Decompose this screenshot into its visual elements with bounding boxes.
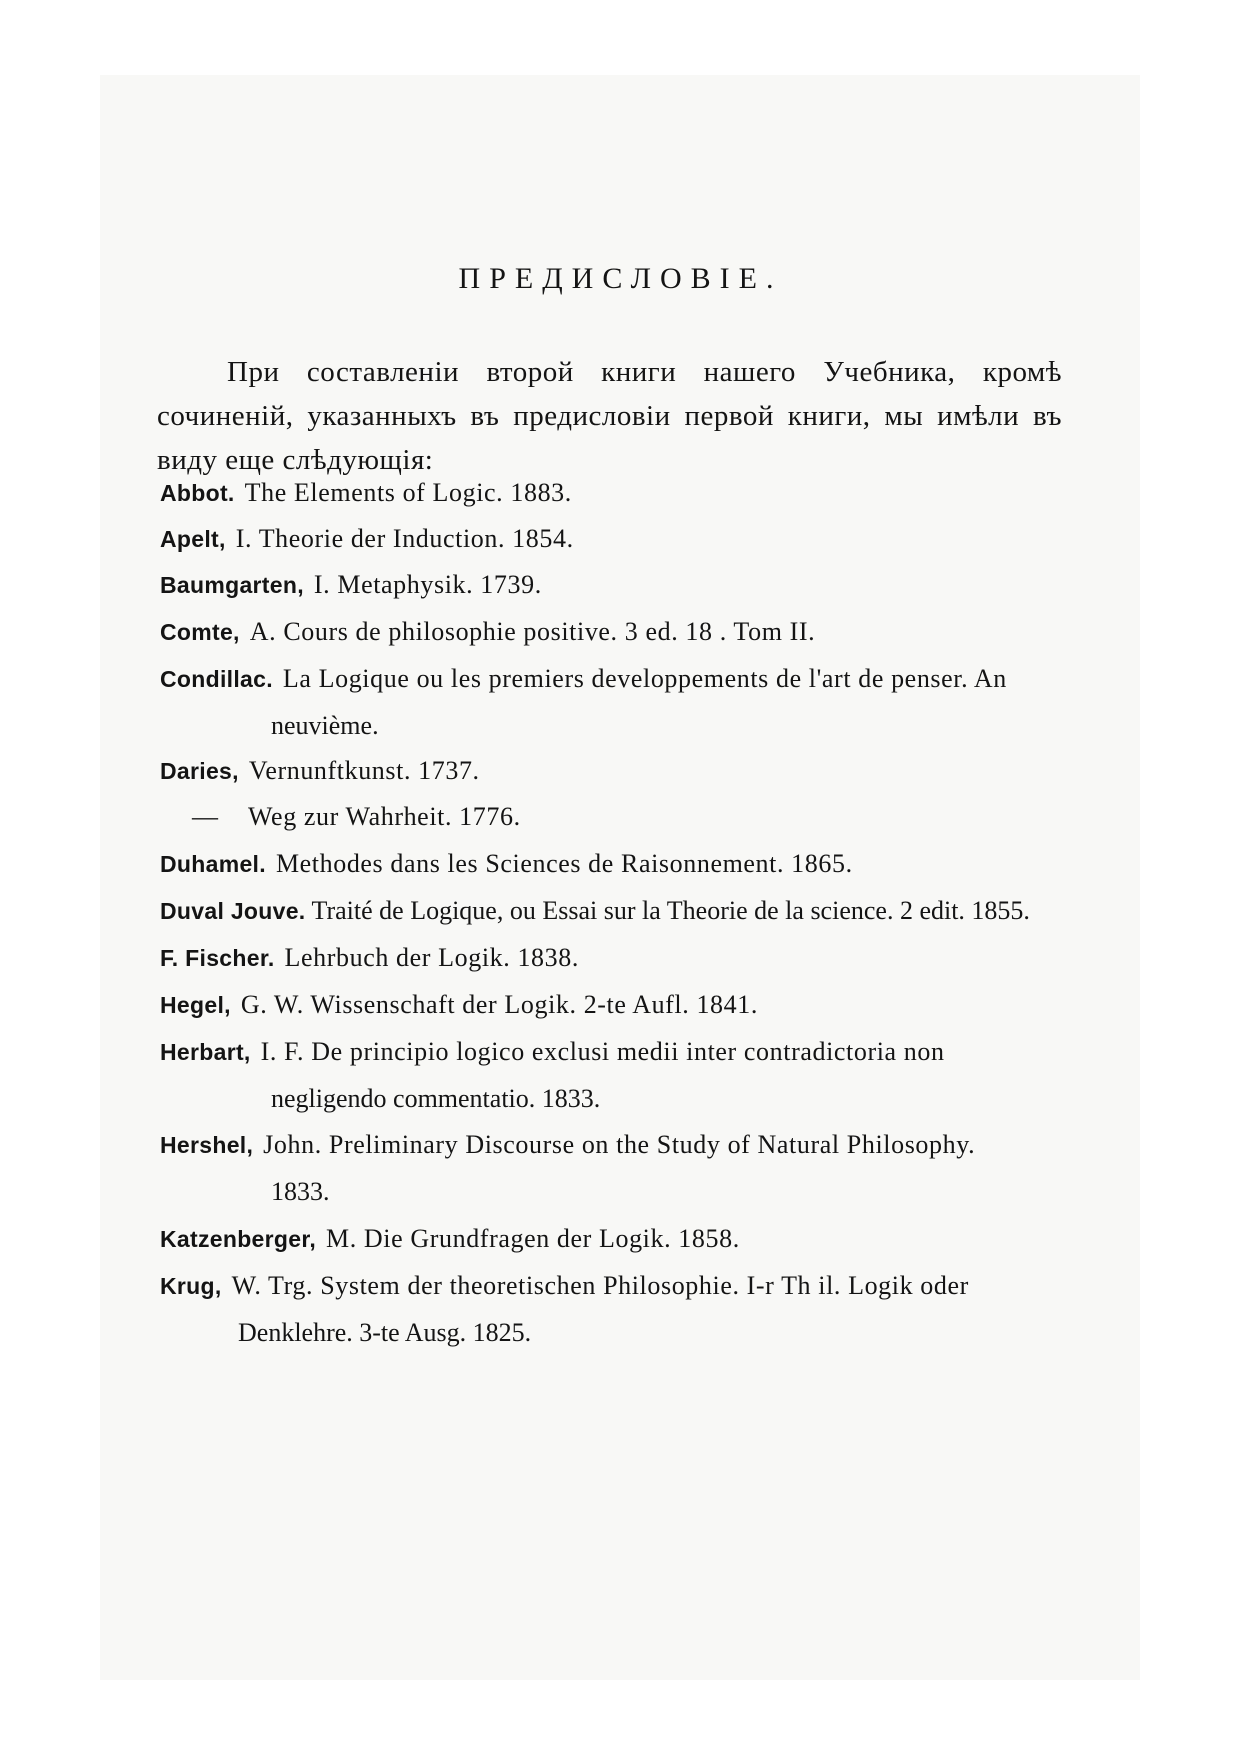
reference-work: M. Die Grundfragen der Logik. 1858. bbox=[326, 1224, 740, 1253]
reference-author: Herbart, bbox=[160, 1039, 251, 1065]
reference-author: Hegel, bbox=[160, 992, 231, 1018]
reference-work: W. Trg. System der theoretischen Philosophie. I-r Th il. Logik oder bbox=[231, 1271, 969, 1300]
reference-work: G. W. Wissenschaft der Logik. 2-te Aufl. 1841. bbox=[240, 990, 758, 1019]
reference-item bbox=[160, 526, 1085, 552]
reference-item bbox=[160, 480, 1085, 506]
reference-work: Methodes dans les Sciences de Raisonnement. 1865. bbox=[275, 849, 853, 878]
reference-continuation: Denklehre. 3-te Ausg. 1825. bbox=[238, 1318, 532, 1347]
reference-item bbox=[160, 992, 1085, 1018]
reference-author: Hershel, bbox=[160, 1132, 254, 1158]
reference-item bbox=[160, 666, 1085, 739]
reference-item bbox=[160, 898, 1085, 924]
reference-author: Daries, bbox=[160, 758, 239, 784]
reference-work: Vernunftkunst. 1737. bbox=[248, 756, 480, 785]
ditto-dash: — bbox=[192, 802, 218, 831]
intro-paragraph: При составленіи второй книги нашего Учебника, кромѣ сочиненій, указанныхъ въ предисловіи первой книги, мы имѣли въ виду еще слѣдующія: bbox=[157, 356, 1062, 476]
reference-item bbox=[160, 1132, 1085, 1205]
reference-item bbox=[160, 804, 1085, 830]
reference-work: John. Preliminary Discourse on the Study of Natural Philosophy. bbox=[263, 1130, 976, 1159]
reference-author: Abbot. bbox=[160, 480, 235, 506]
reference-author: Baumgarten, bbox=[160, 572, 304, 598]
reference-work: Weg zur Wahrheit. 1776. bbox=[248, 802, 521, 831]
reference-work: Lehrbuch der Logik. 1838. bbox=[284, 943, 579, 972]
reference-item bbox=[160, 619, 1085, 645]
reference-author: Duhamel. bbox=[160, 851, 266, 877]
reference-author: Condillac. bbox=[160, 666, 273, 692]
reference-author: Krug, bbox=[160, 1273, 222, 1299]
reference-work: La Logique ou les premiers developpements de l'art de penser. An bbox=[282, 664, 1007, 693]
reference-continuation: neuvième. bbox=[271, 711, 379, 740]
reference-author: Duval Jouve. bbox=[160, 898, 306, 924]
reference-work: A. Cours de philosophie positive. 3 ed. 18 . Tom II. bbox=[249, 617, 816, 646]
reference-work: Traité de Logique, ou Essai sur la Theorie de la science. 2 edit. 1855. bbox=[311, 896, 1030, 925]
reference-continuation: negligendo commentatio. 1833. bbox=[271, 1084, 601, 1113]
reference-item bbox=[160, 1226, 1085, 1252]
reference-item bbox=[160, 1273, 1085, 1346]
reference-work: I. F. De principio logico exclusi medii inter contradictoria non bbox=[260, 1037, 945, 1066]
reference-author: Apelt, bbox=[160, 526, 226, 552]
reference-continuation: 1833. bbox=[271, 1177, 330, 1206]
reference-item bbox=[160, 851, 1085, 877]
reference-author: Katzenberger, bbox=[160, 1226, 317, 1252]
reference-work: I. Theorie der Induction. 1854. bbox=[235, 524, 574, 553]
reference-author: F. Fischer. bbox=[160, 945, 275, 971]
reference-work: I. Metaphysik. 1739. bbox=[313, 570, 542, 599]
reference-item bbox=[160, 758, 1085, 784]
reference-author: Comte, bbox=[160, 619, 240, 645]
reference-item bbox=[160, 1039, 1085, 1112]
reference-item bbox=[160, 945, 1085, 971]
reference-item bbox=[160, 572, 1085, 598]
page-title: ПРЕДИСЛОВІЕ. bbox=[458, 262, 783, 295]
reference-work: The Elements of Logic. 1883. bbox=[244, 478, 572, 507]
